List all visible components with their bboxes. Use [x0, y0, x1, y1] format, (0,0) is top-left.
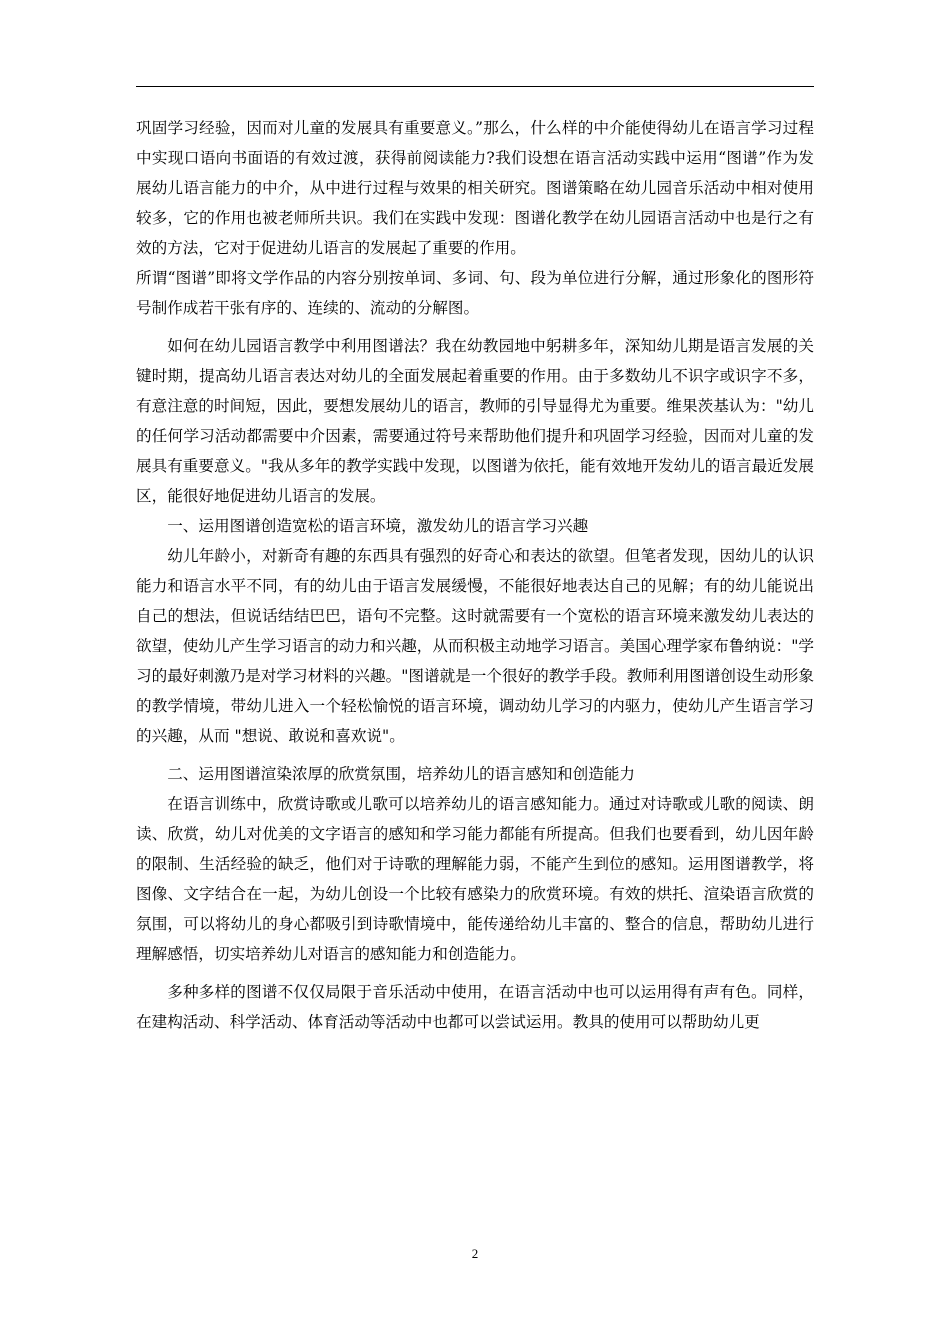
page-number: 2: [471, 1246, 479, 1261]
section-heading-1: 一、运用图谱创造宽松的语言环境，激发幼儿的语言学习兴趣: [167, 517, 589, 535]
section-heading-2: 二、运用图谱渲染浓厚的欣赏氛围，培养幼儿的语言感知和创造能力: [167, 765, 636, 783]
paragraph-section-1: 幼儿年龄小，对新奇有趣的东西具有强烈的好奇心和表达的欲望。但笔者发现，因幼儿的认识能力和语言水平不同，有的幼儿由于语言发展缓慢，不能很好地表达自己的见解；有的幼儿能说出自己的想法，但说话结结巴巴，语句不完整。这时就需要有一个宽松的语言环境来激发幼儿表达的欲望，使幼儿产生学习语言的动力和兴趣，从而积极主动地学习语言。美国心理学家布鲁纳说："学习的最好刺激乃是对学习材料的兴趣。"图谱就是一个很好的教学手段。教师利用图谱创设生动形象的教学情境，带幼儿进入一个轻松愉悦的语言环境，调动幼儿学习的内驱力，使幼儿产生语言学习的兴趣，从而 "想说、敢说和喜欢说"。: [136, 547, 814, 745]
header-rule: [136, 86, 814, 87]
paragraph-section-2: 在语言训练中，欣赏诗歌或儿歌可以培养幼儿的语言感知能力。通过对诗歌或儿歌的阅读、朗读、欣赏，幼儿对优美的文字语言的感知和学习能力都能有所提高。但我们也要看到，幼儿因年龄的限制、生活经验的缺乏，他们对于诗歌的理解能力弱，不能产生到位的感知。运用图谱教学，将图像、文字结合在一起，为幼儿创设一个比较有感染力的欣赏环境。有效的烘托、渲染语言欣赏的氛围，可以将幼儿的身心都吸引到诗歌情境中，能传递给幼儿丰富的、整合的信息，帮助幼儿进行理解感悟，切实培养幼儿对语言的感知能力和创造能力。: [136, 795, 814, 963]
paragraph-definition: 所谓“图谱”即将文学作品的内容分别按单词、多词、句、段为单位进行分解，通过形象化的图形符号制作成若干张有序的、连续的、流动的分解图。: [136, 269, 814, 317]
document-body: [136, 113, 814, 1037]
paragraph-continuation: 巩固学习经验，因而对儿童的发展具有重要意义。”那么，什么样的中介能使得幼儿在语言学习过程中实现口语向书面语的有效过渡，获得前阅读能力?我们设想在语言活动实践中运用“图谱”作为发展幼儿语言能力的中介，从中进行过程与效果的相关研究。图谱策略在幼儿园音乐活动中相对使用较多，它的作用也被老师所共识。我们在实践中发现：图谱化教学在幼儿园语言活动中也是行之有效的方法，它对于促进幼儿语言的发展起了重要的作用。: [136, 119, 814, 257]
paragraph-intro: 如何在幼儿园语言教学中利用图谱法？我在幼教园地中躬耕多年，深知幼儿期是语言发展的关键时期，提高幼儿语言表达对幼儿的全面发展起着重要的作用。由于多数幼儿不识字或识字不多，有意注意的时间短，因此，要想发展幼儿的语言，教师的引导显得尤为重要。维果茨基认为："幼儿的任何学习活动都需要中介因素，需要通过符号来帮助他们提升和巩固学习经验，因而对儿童的发展具有重要意义。"我从多年的教学实践中发现，以图谱为依托，能有效地开发幼儿的语言最近发展区，能很好地促进幼儿语言的发展。: [136, 337, 814, 505]
paragraph-closing: 多种多样的图谱不仅仅局限于音乐活动中使用，在语言活动中也可以运用得有声有色。同样，在建构活动、科学活动、体育活动等活动中也都可以尝试运用。教具的使用可以帮助幼儿更: [136, 983, 814, 1031]
